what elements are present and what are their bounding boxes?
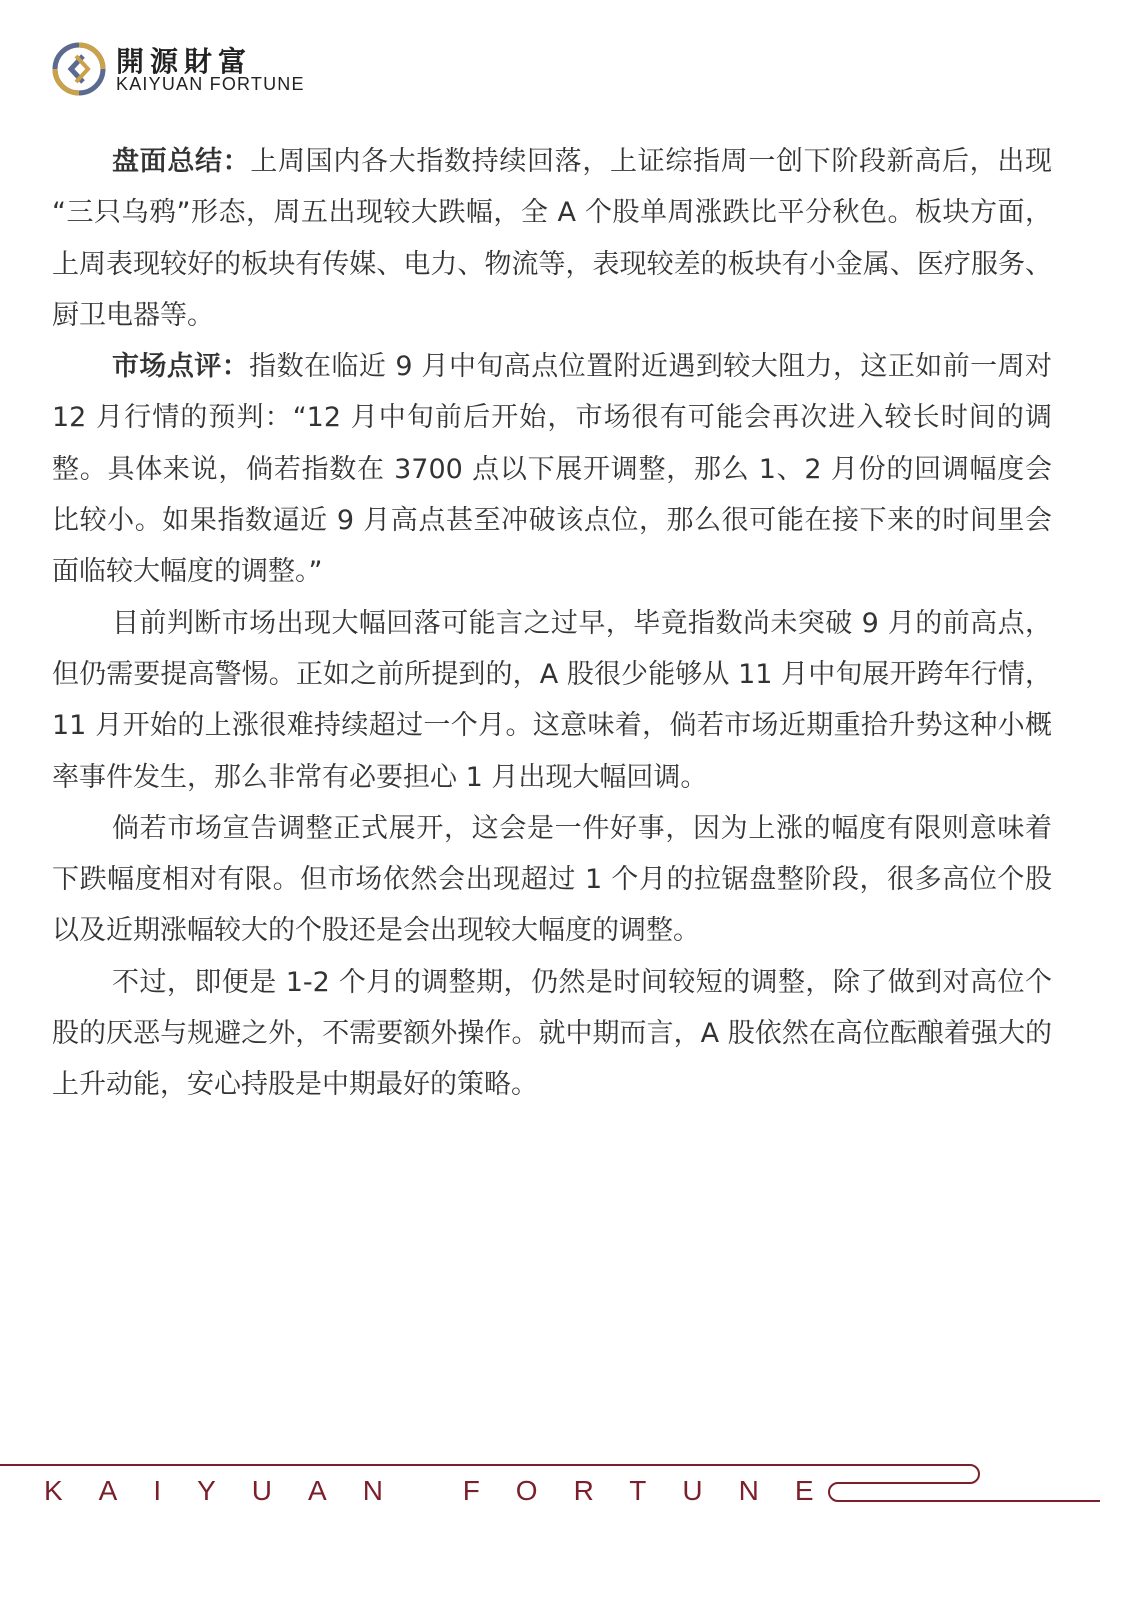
company-logo	[52, 40, 312, 100]
paragraph-adjustment: 倘若市场宣告调整正式展开，这会是一件好事，因为上涨的幅度有限则意味着下跌幅度相对有限。但市场依然会出现超过 1 个月的拉锯盘整阶段，很多高位个股以及近期涨幅较大的个股还是会出现较大幅度的调整。	[52, 812, 1052, 947]
logo-chinese-name: 開源財富	[116, 45, 253, 78]
kaiyuan-logo-icon	[52, 42, 106, 96]
summary-label: 盘面总结：	[112, 146, 251, 177]
logo-english-name: KAIYUAN FORTUNE	[116, 74, 305, 94]
commentary-label: 市场点评：	[112, 351, 250, 383]
paragraph-commentary	[52, 341, 1052, 597]
summary-text: 上周国内各大指数持续回落，上证综指周一创下阶段新高后，出现 “三只乌鸦”形态，周五出现较大跌幅，全 A 个股单周涨跌比平分秋色。板块方面，上周表现较好的板块有传媒、电力、物流等，表现较差的板块有小金属、医疗服务、厨卫电器等。	[52, 146, 1053, 331]
page-footer	[0, 1455, 1130, 1515]
article-body	[52, 136, 1052, 1111]
paragraph-strategy: 不过，即便是 1-2 个月的调整期，仍然是时间较短的调整，除了做到对高位个股的厌恶与规避之外，不需要额外操作。就中期而言，A 股依然在高位酝酿着强大的上升动能，安心持股是中期最好的策略。	[52, 966, 1052, 1101]
paragraph-judgement: 目前判断市场出现大幅回落可能言之过早，毕竟指数尚未突破 9 月的前高点，但仍需要提高警惕。正如之前所提到的，A 股很少能够从 11 月中旬展开跨年行情，11 月开始的上涨很难持续超过一个月。这意味着，倘若市场近期重拾升势这种小概率事件发生，那么非常有必要担心 1 月出现大幅回调。	[52, 607, 1052, 793]
commentary-text: 指数在临近 9 月中旬高点位置附近遇到较大阻力，这正如前一周对 12 月行情的预判：“12 月中旬前后开始，市场很有可能会再次进入较长时间的调整。具体来说，倘若指数在 3700 点以下展开调整，那么 1、2 月份的回调幅度会比较小。如果指数逼近 9 月高点甚至冲破该点位，那么很可能在接下来的时间里会面临较大幅度的调整。”	[52, 351, 1052, 588]
footer-brand-text: KAIYUAN FORTUNE	[44, 1475, 850, 1506]
paragraph-summary	[52, 136, 1052, 341]
